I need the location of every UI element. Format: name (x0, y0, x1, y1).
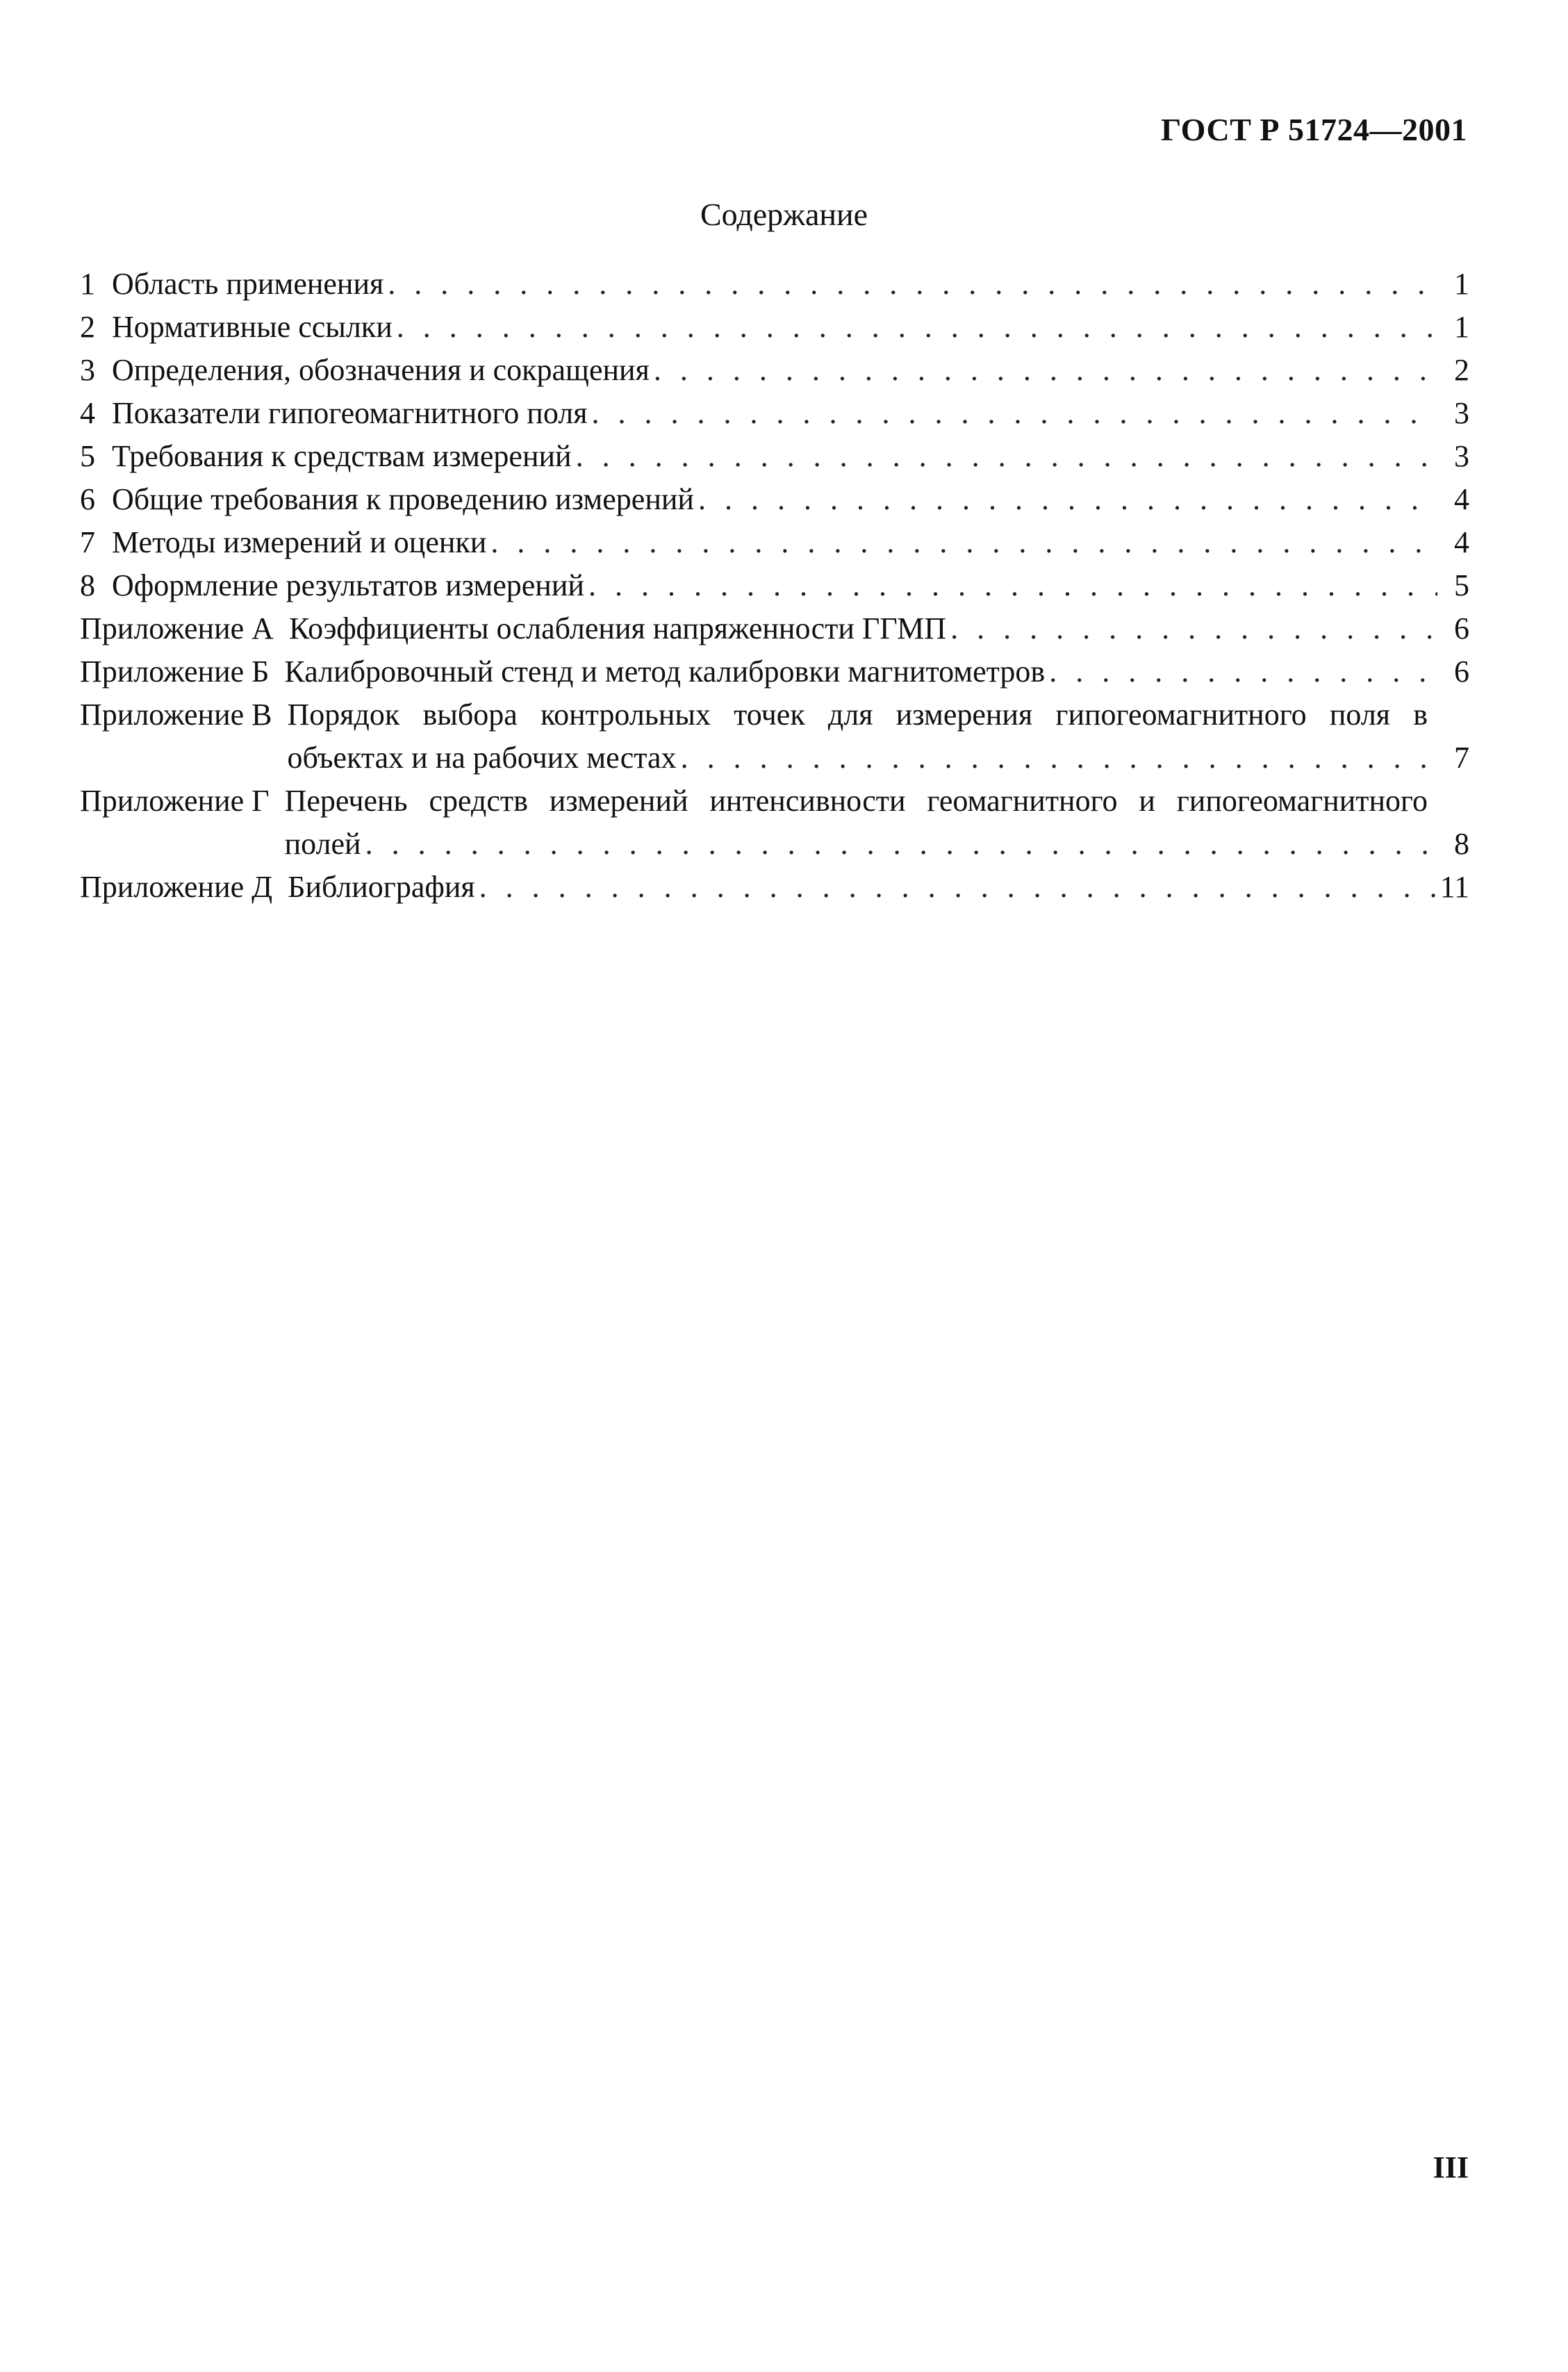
toc-entry-title: Требования к средствам измерений (112, 439, 572, 473)
toc-entry-title: Область применения (112, 267, 384, 301)
appendix-title-continued: полей (284, 827, 361, 861)
toc-entry-number: 6 (80, 482, 95, 516)
toc-entry-title: Методы измерений и оценки (112, 525, 487, 559)
toc-entry-number: 4 (80, 396, 95, 430)
toc-entry[interactable] (80, 349, 1469, 392)
appendix-label: Приложение Г (80, 784, 270, 818)
toc-entry-title: Определения, обозначения и сокращения (112, 353, 650, 387)
appendix-label: Приложение Б (80, 654, 270, 689)
dot-leader (397, 306, 1437, 349)
dot-leader (950, 607, 1437, 650)
toc-entry-title: Нормативные ссылки (112, 310, 393, 344)
appendix-title: Порядок выбора контрольных точек для измерения гипогеомагнитного поля в (287, 698, 1428, 732)
toc-entry-page: 5 (1454, 568, 1469, 602)
toc-entry[interactable] (80, 564, 1469, 607)
toc-entry-page: 8 (1454, 827, 1469, 861)
appendix-title: Перечень средств измерений интенсивности геомагнитного и гипогеомагнитного (284, 784, 1428, 818)
toc-entry-page: 4 (1454, 482, 1469, 516)
toc-appendix-entry[interactable] (80, 693, 1469, 780)
toc-entry[interactable] (80, 521, 1469, 564)
toc-entry-number: 5 (80, 439, 95, 473)
dot-leader (588, 564, 1437, 607)
dot-leader (490, 521, 1437, 564)
toc-entry-title: Оформление результатов измерений (112, 568, 584, 602)
dot-leader (479, 866, 1436, 909)
appendix-label: Приложение В (80, 698, 272, 732)
appendix-title-continued: объектах и на рабочих местах (287, 741, 677, 775)
dot-leader (1049, 650, 1437, 693)
appendix-title: Калибровочный стенд и метод калибровки магнитометров (284, 654, 1046, 689)
toc-entry-page: 6 (1454, 654, 1469, 689)
appendix-title: Библиография (288, 870, 475, 904)
toc-entry-page: 6 (1454, 611, 1469, 645)
toc-entry-number: 7 (80, 525, 95, 559)
document-id: ГОСТ Р 51724—2001 (1161, 112, 1467, 147)
dot-leader (365, 823, 1437, 866)
toc-entry[interactable] (80, 392, 1469, 435)
toc-title: Содержание (700, 197, 868, 232)
toc-entry-number: 1 (80, 267, 95, 301)
appendix-label: Приложение А (80, 611, 274, 645)
toc-entry[interactable] (80, 435, 1469, 478)
toc-entry-page: 11 (1439, 870, 1469, 904)
toc-entry-title: Общие требования к проведению измерений (112, 482, 694, 516)
appendix-label: Приложение Д (80, 870, 273, 904)
toc-entry-number: 3 (80, 353, 95, 387)
dot-leader (654, 349, 1437, 392)
toc-entry-number: 2 (80, 310, 95, 344)
toc-entry-page: 7 (1454, 741, 1469, 775)
toc-entry-page: 1 (1454, 310, 1469, 344)
toc-appendix-entry[interactable] (80, 866, 1469, 909)
toc-entry[interactable] (80, 306, 1469, 349)
dot-leader (576, 435, 1437, 478)
dot-leader (698, 478, 1437, 521)
toc-appendix-entry[interactable] (80, 607, 1469, 650)
toc-appendix-entry[interactable] (80, 780, 1469, 866)
toc-entry-page: 2 (1454, 353, 1469, 387)
toc-entry-title: Показатели гипогеомагнитного поля (112, 396, 588, 430)
dot-leader (681, 736, 1437, 780)
page-number: III (1433, 2150, 1469, 2184)
toc-appendix-entry[interactable] (80, 650, 1469, 693)
dot-leader (591, 392, 1437, 435)
toc-entry[interactable] (80, 478, 1469, 521)
toc-entry-page: 3 (1454, 439, 1469, 473)
toc-entry[interactable] (80, 263, 1469, 306)
toc-entry-page: 3 (1454, 396, 1469, 430)
dot-leader (388, 263, 1437, 306)
toc-entry-page: 4 (1454, 525, 1469, 559)
toc-entry-page: 1 (1454, 267, 1469, 301)
appendix-title: Коэффициенты ослабления напряженности ГГМП (288, 611, 947, 645)
table-of-contents (80, 263, 1469, 909)
toc-entry-number: 8 (80, 568, 95, 602)
